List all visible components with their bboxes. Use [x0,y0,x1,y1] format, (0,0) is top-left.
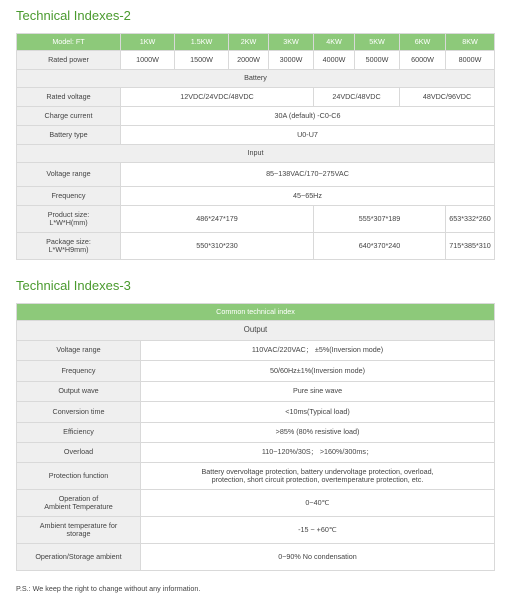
output-value: Pure sine wave [141,381,495,401]
output-value: <10ms(Typical load) [141,402,495,422]
operation-label-line1: Operation of [58,493,99,503]
package-size-label [17,233,121,260]
protection-row [17,463,495,490]
humidity-row [17,544,495,571]
battery-type-label: Battery type [17,126,121,145]
header-1-5kw: 1.5KW [175,34,229,51]
output-row [17,361,495,381]
rated-power-value: 8000W [446,51,495,70]
output-row [17,381,495,401]
technical-indexes-2-table [16,33,495,260]
common-title-row [17,304,495,321]
package-size-label-line2: L*W*H9mm) [48,245,89,254]
frequency-value: 45~65Hz [121,187,495,206]
output-label: Conversion time [17,402,141,422]
operation-temperature-label [17,490,141,517]
output-label: Frequency [17,361,141,381]
footnote: P.S.: We keep the right to change without any information. [16,584,201,593]
output-band-row [17,321,495,341]
product-size-value: 555*307*189 [314,206,446,233]
output-label: Output wave [17,381,141,401]
charge-current-value: 30A (default) -C0-C6 [121,107,495,126]
header-8kw: 8KW [446,34,495,51]
operation-temperature-row [17,490,495,517]
storage-temperature-label [17,517,141,544]
technical-indexes-3-table [16,303,495,571]
rated-power-value: 1000W [121,51,175,70]
protection-label: Protection function [17,463,141,490]
rated-voltage-value: 24VDC/48VDC [314,88,400,107]
rated-voltage-row [17,88,495,107]
product-size-row [17,206,495,233]
package-size-value: 715*385*310 [446,233,495,260]
output-row [17,402,495,422]
product-size-label-line1: Product size: [47,209,90,219]
product-size-label-line2: L*W*H(mm) [49,218,88,227]
humidity-value: 0~90% No condensation [141,544,495,571]
protection-line1: Battery overvoltage protection, battery undervoltage protection, overload, [201,466,434,476]
output-value: >85% (80% resistive load) [141,422,495,442]
battery-band-row [17,70,495,88]
frequency-label: Frequency [17,187,121,206]
output-label: Voltage range [17,341,141,361]
input-band: Input [17,145,495,163]
ambient-label-line1: Ambient temperature for [39,520,118,530]
section-title-indexes-3: Technical Indexes-3 [16,278,131,293]
storage-temperature-row [17,517,495,544]
output-label: Overload [17,442,141,462]
header-5kw: 5KW [355,34,400,51]
storage-temperature-value: -15 ~ +60℃ [141,517,495,544]
header-6kw: 6KW [400,34,446,51]
battery-type-value: U0-U7 [121,126,495,145]
output-value: 110VAC/220VAC； ±5%(Inversion mode) [141,341,495,361]
package-size-value: 550*310*230 [121,233,314,260]
protection-value [141,463,495,490]
common-technical-index-title: Common technical index [17,304,495,321]
output-row [17,442,495,462]
input-band-row [17,145,495,163]
voltage-range-value: 85~138VAC/170~275VAC [121,163,495,187]
battery-type-row [17,126,495,145]
protection-line2: protection, short circuit protection, overtemperature protection, etc. [211,475,424,485]
charge-current-label: Charge current [17,107,121,126]
voltage-range-label: Voltage range [17,163,121,187]
output-value: 110~120%/30S； >160%/300ms； [141,442,495,462]
header-row [17,34,495,51]
output-row [17,422,495,442]
rated-power-value: 6000W [400,51,446,70]
section-title-indexes-2: Technical Indexes-2 [16,8,131,23]
output-band: Output [17,321,495,341]
charge-current-row [17,107,495,126]
frequency-row [17,187,495,206]
package-size-label-line1: Package size: [46,236,91,246]
rated-power-value: 2000W [229,51,269,70]
package-size-row [17,233,495,260]
header-3kw: 3KW [269,34,314,51]
product-size-label [17,206,121,233]
rated-power-value: 3000W [269,51,314,70]
product-size-value: 653*332*260 [446,206,495,233]
output-label: Efficiency [17,422,141,442]
rated-voltage-value: 48VDC/96VDC [400,88,495,107]
rated-voltage-value: 12VDC/24VDC/48VDC [121,88,314,107]
rated-power-row [17,51,495,70]
rated-power-value: 4000W [314,51,355,70]
rated-power-label: Rated power [17,51,121,70]
header-1kw: 1KW [121,34,175,51]
operation-label-line2: Ambient Temperature [44,502,113,512]
header-2kw: 2KW [229,34,269,51]
header-4kw: 4KW [314,34,355,51]
package-size-value: 640*370*240 [314,233,446,260]
voltage-range-row [17,163,495,187]
rated-voltage-label: Rated voltage [17,88,121,107]
rated-power-value: 5000W [355,51,400,70]
battery-band: Battery [17,70,495,88]
output-row [17,341,495,361]
header-model: Model: FT [17,34,121,51]
product-size-value: 486*247*179 [121,206,314,233]
rated-power-value: 1500W [175,51,229,70]
humidity-label: Operation/Storage ambient [17,544,141,571]
output-value: 50/60Hz±1%(Inversion mode) [141,361,495,381]
operation-temperature-value: 0~40℃ [141,490,495,517]
ambient-label-line2: storage [66,529,91,539]
